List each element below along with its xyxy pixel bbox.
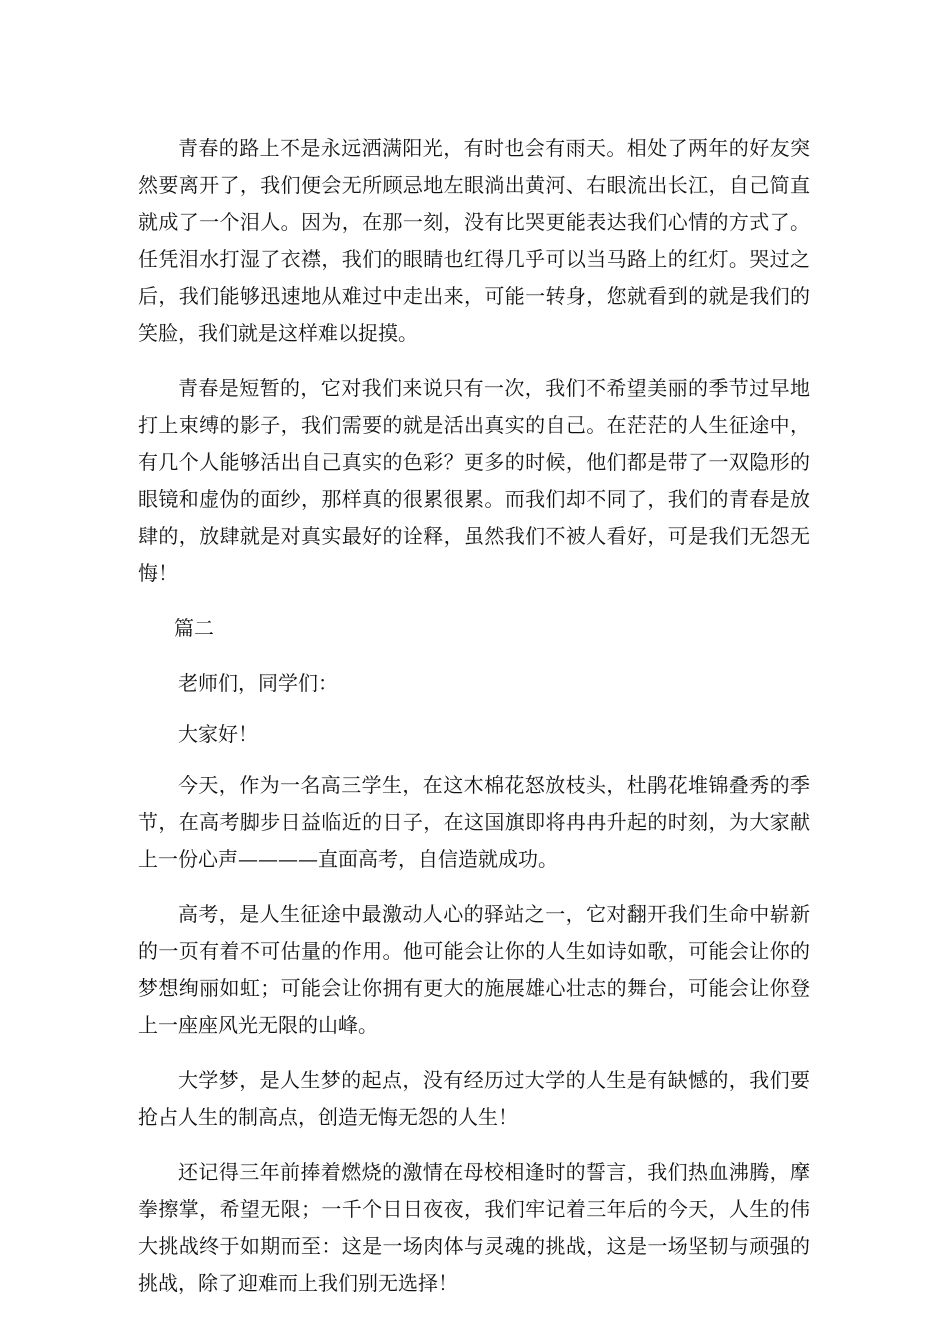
greeting: 大家好！ bbox=[178, 722, 258, 746]
paragraph-today: 今天，作为一名高三学生，在这木棉花怒放枝头，杜鹃花堆锦叠秀的季节，在高考脚步日益临近的日子，在这国旗即将冉冉升起的时刻，为大家献上一份心声————直面高考，自信造就成功。 bbox=[138, 773, 810, 871]
paragraph-remember-oath: 还记得三年前捧着燃烧的激情在母校相逢时的誓言，我们热血沸腾，摩拳擦掌，希望无限；一千个日日夜夜，我们牢记着三年后的今天，人生的伟大挑战终于如期而至：这是一场肉体与灵魂的挑战，这是一场坚韧与顽强的挑战，除了迎难而上我们别无选择！ bbox=[138, 1160, 810, 1295]
document-page bbox=[138, 130, 810, 1320]
paragraph-youth-short: 青春是短暂的，它对我们来说只有一次，我们不希望美丽的季节过早地打上束缚的影子，我们需要的就是活出真实的自己。在茫茫的人生征途中，有几个人能够活出自己真实的色彩？更多的时候，他们都是带了一双隐形的眼镜和虚伪的面纱，那样真的很累很累。而我们却不同了，我们的青春是放肆的，放肆就是对真实最好的诠释，虽然我们不被人看好，可是我们无怨无悔！ bbox=[138, 376, 810, 585]
salutation: 老师们，同学们： bbox=[178, 671, 338, 695]
paragraph-university-dream: 大学梦，是人生梦的起点，没有经历过大学的人生是有缺憾的，我们要抢占人生的制高点，创造无悔无怨的人生！ bbox=[138, 1068, 810, 1129]
paragraph-gaokao: 高考，是人生征途中最激动人心的驿站之一，它对翻开我们生命中崭新的一页有着不可估量的作用。他可能会让你的人生如诗如歌，可能会让你的梦想绚丽如虹；可能会让你拥有更大的施展雄心壮志的舞台，可能会让你登上一座座风光无限的山峰。 bbox=[138, 902, 810, 1037]
paragraph-youth-rain: 青春的路上不是永远洒满阳光，有时也会有雨天。相处了两年的好友突然要离开了，我们便会无所顾忌地左眼淌出黄河、右眼流出长江，自己简直就成了一个泪人。因为，在那一刻，没有比哭更能表达我们心情的方式了。任凭泪水打湿了衣襟，我们的眼睛也红得几乎可以当马路上的红灯。哭过之后，我们能够迅速地从难过中走出来，可能一转身，您就看到的就是我们的笑脸，我们就是这样难以捉摸。 bbox=[138, 136, 810, 345]
section-title: 篇二 bbox=[174, 616, 214, 640]
